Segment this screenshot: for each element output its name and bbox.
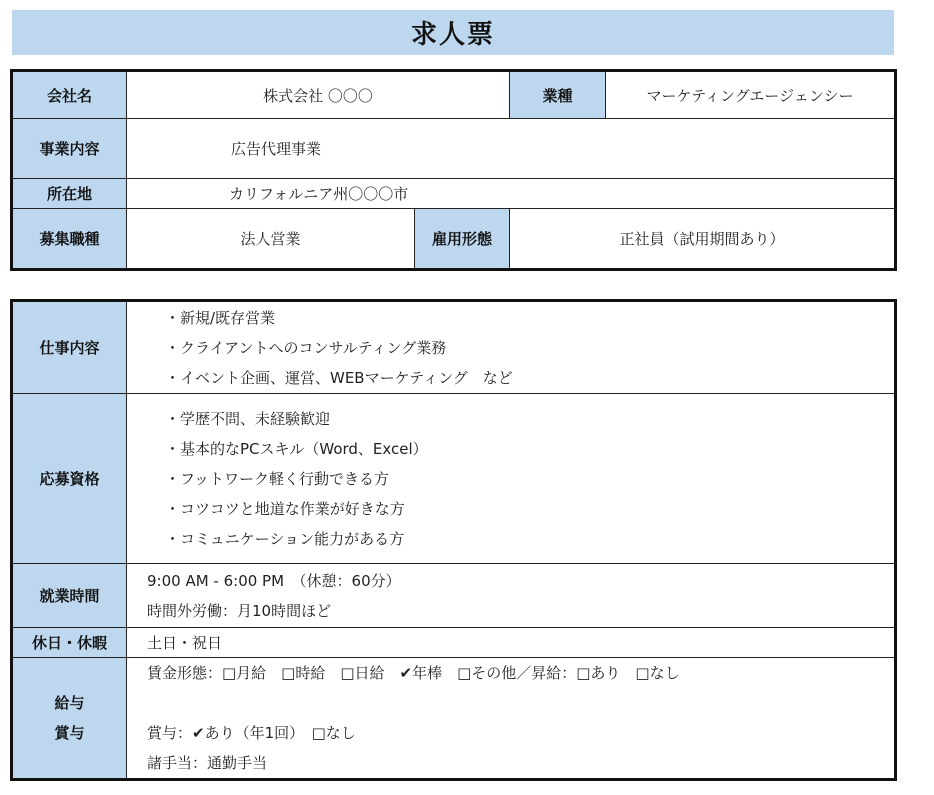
requirement-item: ・学歴不問、未経験歓迎 <box>165 409 331 428</box>
page-title: 求人票 <box>12 10 894 55</box>
salary-label: 給与 <box>54 694 85 712</box>
job-description-label: 仕事内容 <box>13 302 127 394</box>
salary-bonus-label <box>13 658 127 779</box>
industry-value: マーケティングエージェンシー <box>606 72 895 119</box>
overtime-line: 時間外労働：月10時間ほど <box>147 601 332 620</box>
requirement-item: ・コツコツと地道な作業が好きな方 <box>165 499 405 518</box>
working-hours-line: 9:00 AM - 6:00 PM （休憩：60分） <box>147 571 401 590</box>
requirement-item: ・フットワーク軽く行動できる方 <box>165 469 389 488</box>
company-info-table <box>12 71 895 269</box>
wage-type-line: 賃金形態：□月給 □時給 □日給 ✔年棒 □その他／昇給：□あり □なし <box>147 664 680 682</box>
company-name-label: 会社名 <box>13 72 127 119</box>
industry-label: 業種 <box>510 72 606 119</box>
job-item: ・新規/既存営業 <box>165 308 276 327</box>
position-value: 法人営業 <box>127 209 415 269</box>
allowance-line: 諸手当：通勤手当 <box>147 754 268 772</box>
bonus-line: 賞与：✔あり（年1回） □なし <box>147 724 356 742</box>
bonus-label: 賞与 <box>54 724 85 742</box>
job-details-table <box>12 301 895 779</box>
business-label: 事業内容 <box>13 119 127 179</box>
working-hours-label: 就業時間 <box>13 564 127 628</box>
employment-value: 正社員（試用期間あり） <box>510 209 895 269</box>
business-value: 広告代理事業 <box>127 119 895 179</box>
holidays-value: 土日・祝日 <box>127 628 895 658</box>
requirement-item: ・コミュニケーション能力がある方 <box>165 529 405 548</box>
requirement-item: ・基本的なPCスキル（Word、Excel） <box>165 439 428 458</box>
location-label: 所在地 <box>13 179 127 209</box>
company-name-value: 株式会社 〇〇〇 <box>127 72 510 119</box>
location-value: カリフォルニア州〇〇〇市 <box>127 179 895 209</box>
blank-line <box>127 688 894 718</box>
requirements-label: 応募資格 <box>13 394 127 564</box>
holidays-label: 休日・休暇 <box>13 628 127 658</box>
job-item: ・イベント企画、運営、WEBマーケティング など <box>165 368 513 387</box>
position-label: 募集職種 <box>13 209 127 269</box>
job-item: ・クライアントへのコンサルティング業務 <box>165 338 447 357</box>
employment-label: 雇用形態 <box>415 209 510 269</box>
